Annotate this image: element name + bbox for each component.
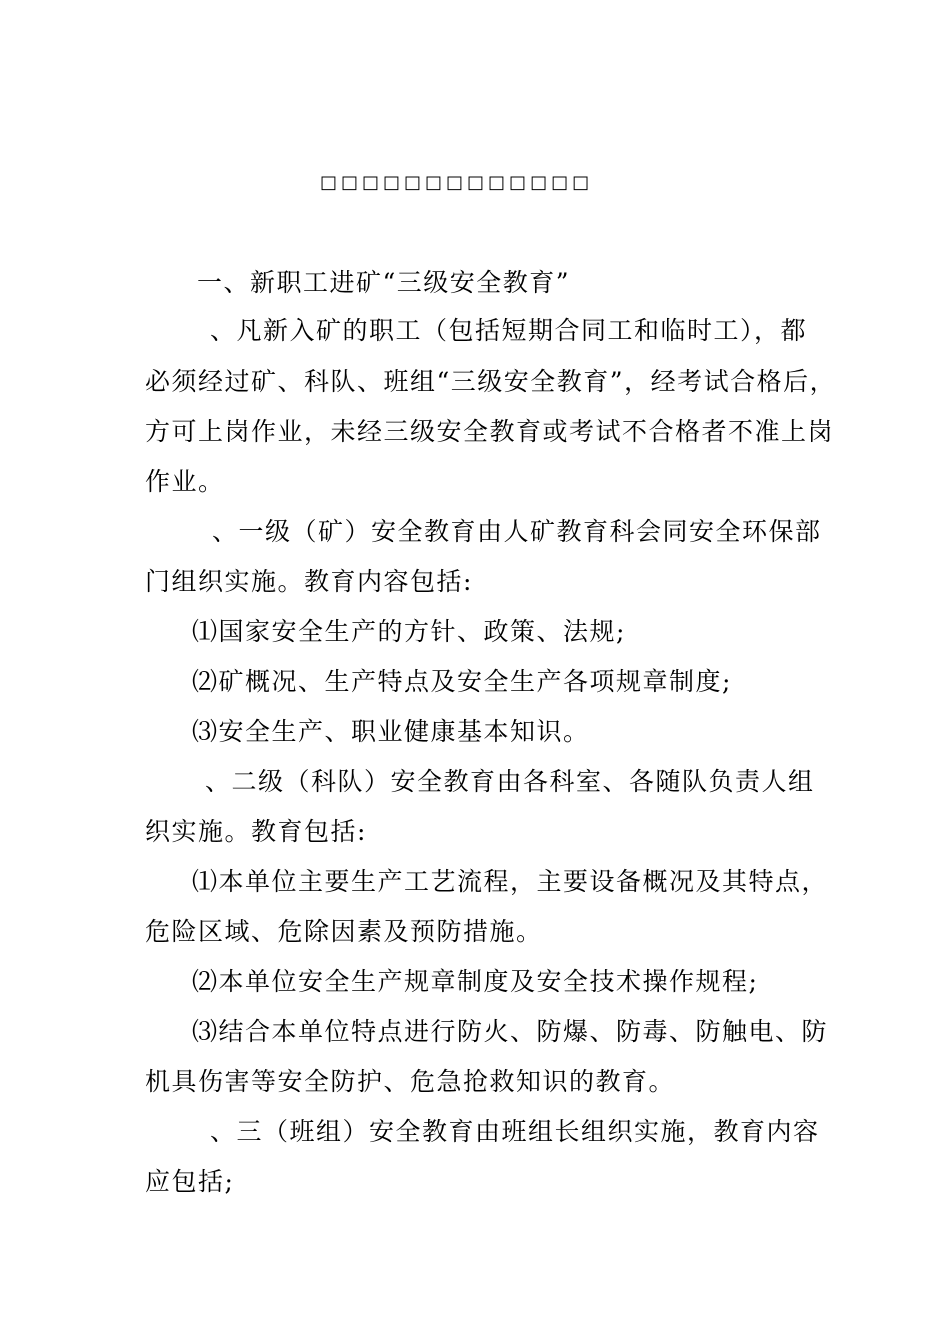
list-item: ⑶结合本单位特点进行防火、防爆、防毒、防触电、防 [192,1017,829,1046]
paragraph-line: 、三（班组）安全教育由班组长组织实施，教育内容 [210,1117,820,1146]
list-item: ⑶安全生产、职业健康基本知识。 [192,717,590,746]
paragraph-line: 、二级（科队）安全教育由各科室、各随队负责人组 [205,767,815,796]
paragraph-line: 必须经过矿、科队、班组“三级安全教育”，经考试合格后， [145,367,837,396]
section-heading: 一、新职工进矿“三级安全教育” [197,268,571,297]
paragraph-line: 门组织实施。教育内容包括: [145,567,473,596]
list-item: ⑴国家安全生产的方针、政策、法规; [192,617,626,646]
paragraph-line: 、凡新入矿的职工（包括短期合同工和临时工），都 [210,316,808,345]
paragraph-line: 应包括; [145,1167,235,1196]
paragraph-line: 织实施。教育包括: [145,817,367,846]
paragraph-line: 机具伤害等安全防护、危急抢救知识的教育。 [145,1067,676,1096]
list-item: ⑵矿概况、生产特点及安全生产各项规章制度; [192,667,732,696]
list-item: ⑴本单位主要生产工艺流程，主要设备概况及其特点， [192,867,829,896]
document-title: □□□□□□□□□□□□□ [320,172,594,193]
list-item: ⑵本单位安全生产规章制度及安全技术操作规程; [192,967,759,996]
paragraph-line: 方可上岗作业，未经三级安全教育或考试不合格者不准上岗 [145,417,835,446]
paragraph-line: 、一级（矿）安全教育由人矿教育科会同安全环保部 [212,517,822,546]
paragraph-line: 作业。 [145,467,225,496]
paragraph-line: 危险区域、危除因素及预防措施。 [145,917,543,946]
